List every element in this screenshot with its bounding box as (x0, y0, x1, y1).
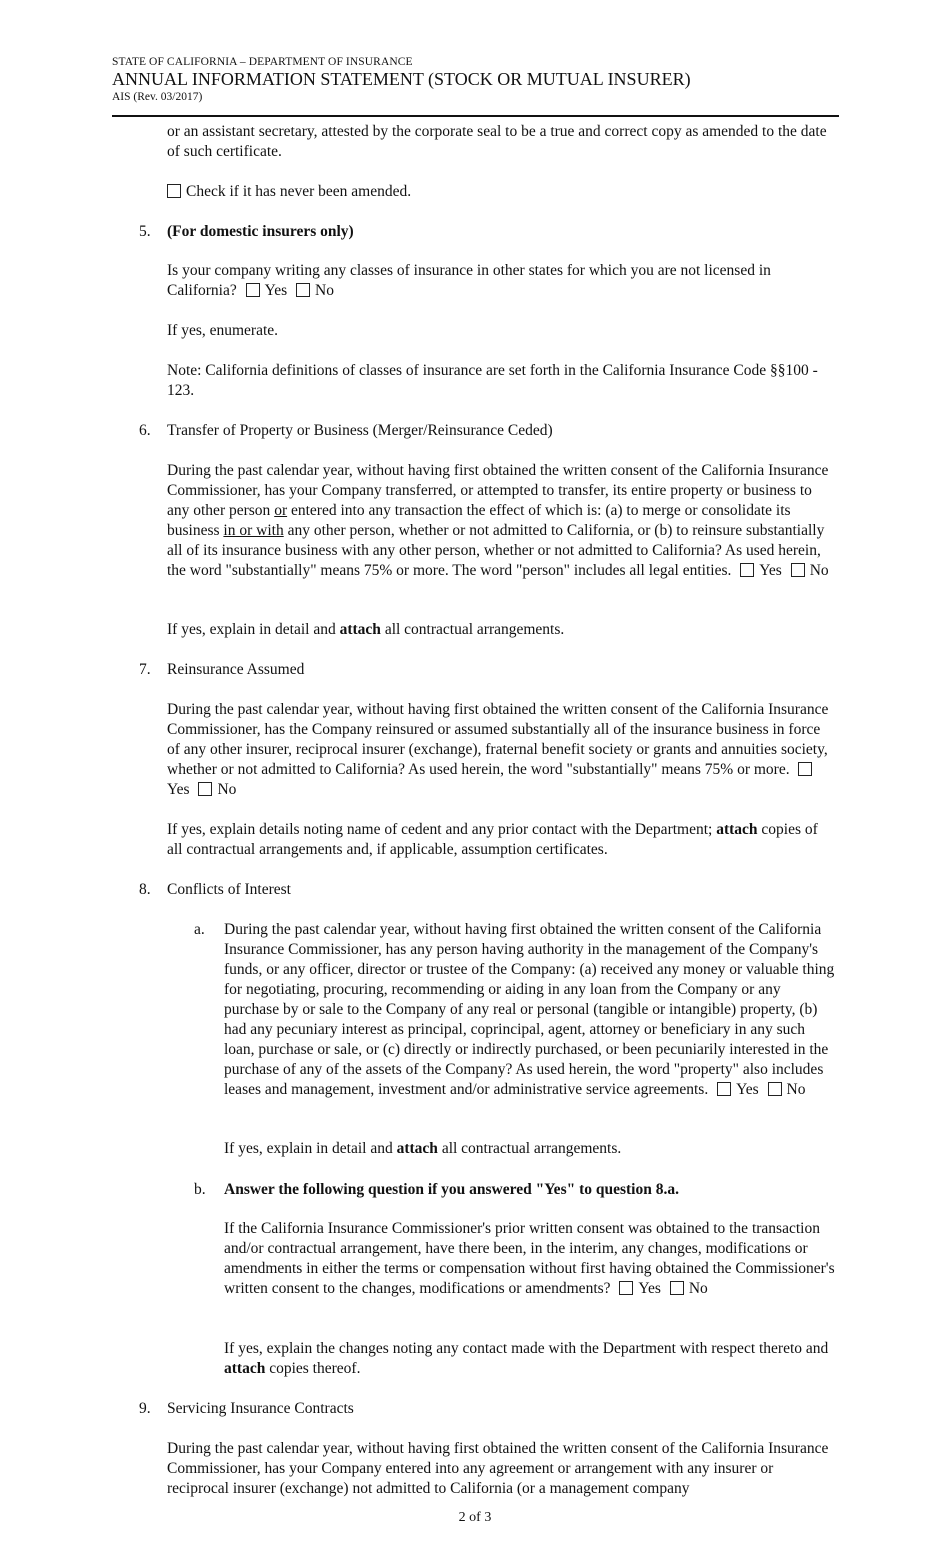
q6-text-a: During the past calendar year, without having first obtained the written consent of the California Insurance Commissioner, has your Company transferred, or attempted to transfer, its entire property or business to any other person (167, 462, 829, 519)
q7-yes-label: Yes (167, 781, 190, 798)
q8b-heading (224, 1180, 836, 1200)
q7-followup (167, 820, 837, 860)
q6-followup-post: all contractual arrangements. (380, 621, 565, 638)
q7-number: 7. (139, 661, 151, 678)
q8b-heading-text: Answer the following question if you answered "Yes" to question 8.a. (224, 1181, 679, 1198)
q6-followup-bold: attach (339, 621, 381, 638)
q8a-followup (224, 1139, 836, 1159)
never-amended-label: Check if it has never been amended. (186, 183, 412, 200)
q7-text (167, 700, 837, 800)
q5-heading-text: (For domestic insurers only) (167, 223, 354, 240)
q7-followup-post: copies of all contractual arrangements and, if applicable, assumption certificates. (167, 821, 818, 858)
q7-yes-checkbox[interactable] (798, 762, 812, 776)
q6-no-label: No (809, 562, 829, 579)
q9-text: During the past calendar year, without having first obtained the written consent of the California Insurance Commissioner, has your Company entered into any agreement or arrangement with any insurer or reciprocal insurer (exchange) not admitted to California (or a management company (167, 1440, 829, 1497)
q8a-followup-pre: If yes, explain in detail and (224, 1140, 397, 1157)
q8b-yes-label: Yes (638, 1280, 661, 1297)
q8a-text (224, 920, 836, 1100)
q6-yes-label: Yes (759, 562, 782, 579)
q5-yes-checkbox[interactable] (246, 283, 260, 297)
q8a-yes-label: Yes (736, 1081, 759, 1098)
q8b-followup-pre: If yes, explain the changes noting any contact made with the Department with respect thereto and (224, 1340, 829, 1357)
q8a-followup-bold: attach (396, 1140, 438, 1157)
q7-no-checkbox[interactable] (198, 782, 212, 796)
q5-text (167, 261, 837, 301)
q8a-no-label: No (786, 1081, 806, 1098)
q6-text (167, 461, 837, 581)
q6-text-b: entered into any transaction the effect of which is: (a) to merge or consolidate its business (167, 502, 791, 539)
q5-followup: If yes, enumerate. (167, 322, 279, 339)
q8b-followup (224, 1339, 836, 1379)
q6-text-inorwith: in or with (223, 522, 284, 539)
q9-heading: Servicing Insurance Contracts (167, 1400, 354, 1417)
agency-name: STATE OF CALIFORNIA – DEPARTMENT OF INSURANCE (112, 56, 413, 68)
q8a-question: During the past calendar year, without having first obtained the written consent of the California Insurance Commissioner, has any person having authority in the management of the Company's funds, or any officer, director or trustee of the Company: (a) received any money or valuable thing for negotiating, procuring, recommending or aiding in any loan from the Company or any purchase by or sale to the Company of any real or personal (tangible or intangible) property, (b) had any pecuniary interest as principal, coprincipal, agent, attorney or beneficiary in any such loan, purchase or sale, or (c) directly or indirectly purchased, or been pecuniarily interested in the purchase of any of the assets of the Company? As used herein, the word "property" also includes leases and management, investment and/or administrative service agreements. (224, 921, 835, 1098)
q7-question: During the past calendar year, without having first obtained the written consent of the California Insurance Commissioner, has the Company reinsured or assumed substantially all of the insurance business in force of any other insurer, reciprocal insurer (exchange), fraternal benefit society or grants and annuities society, whether or not admitted to California? As used herein, the word "substantially" means 75% or more. (167, 701, 829, 778)
never-amended-row (167, 182, 837, 202)
q9-number: 9. (139, 1400, 151, 1417)
q5-note: Note: California definitions of classes of insurance are set forth in the California Insurance Code §§100 - 123. (167, 362, 818, 399)
q5-heading (167, 222, 837, 242)
q6-text-c: any other person, whether or not admitted to California, or (b) to reinsure substantially all of its insurance business with any other person, whether or not admitted to California? As used herein, the word "substantially" means 75% or more. The word "person" includes all legal entities. (167, 522, 825, 579)
q8-heading: Conflicts of Interest (167, 881, 291, 898)
q5-number: 5. (139, 223, 151, 240)
q8-number: 8. (139, 881, 151, 898)
q8b-yes-checkbox[interactable] (619, 1281, 633, 1295)
q8b-followup-bold: attach (224, 1360, 266, 1377)
q6-heading: Transfer of Property or Business (Merger/Reinsurance Ceded) (167, 422, 553, 439)
q8b-no-label: No (688, 1280, 708, 1297)
q6-text-or: or (274, 502, 288, 519)
page-number: 2 of 3 (458, 1510, 492, 1525)
q8b-text (224, 1219, 836, 1299)
q8a-no-checkbox[interactable] (768, 1082, 782, 1096)
q8a-yes-checkbox[interactable] (717, 1082, 731, 1096)
q6-yes-checkbox[interactable] (740, 563, 754, 577)
never-amended-checkbox[interactable] (167, 184, 181, 198)
q5-no-checkbox[interactable] (296, 283, 310, 297)
q6-followup-pre: If yes, explain in detail and (167, 621, 340, 638)
q7-heading: Reinsurance Assumed (167, 661, 305, 678)
q5-no-label: No (315, 282, 334, 299)
q5-yes-label: Yes (264, 282, 288, 299)
q6-no-checkbox[interactable] (791, 563, 805, 577)
q7-followup-bold: attach (716, 821, 758, 838)
q8b-followup-post: copies thereof. (265, 1360, 361, 1377)
q8a-letter: a. (194, 921, 205, 938)
q5-question: Is your company writing any classes of insurance in other states for which you are not licensed in California? (167, 262, 771, 299)
intro-continuation: or an assistant secretary, attested by the corporate seal to be a true and correct copy as amended to the date of such certificate. (167, 123, 827, 160)
q8b-letter: b. (194, 1181, 206, 1198)
q7-followup-pre: If yes, explain details noting name of cedent and any prior contact with the Department; (167, 821, 717, 838)
q6-number: 6. (139, 422, 151, 439)
q8b-question: If the California Insurance Commissioner's prior written consent was obtained to the transaction and/or contractual arrangement, have there been, in the interim, any changes, modifications or amendments in either the terms or compensation without first having obtained the Commissioner's written consent to the changes, modifications or amendments? (224, 1220, 835, 1297)
form-title: ANNUAL INFORMATION STATEMENT (STOCK OR MUTUAL INSURER) (112, 69, 691, 89)
q8b-no-checkbox[interactable] (670, 1281, 684, 1295)
q7-no-label: No (217, 781, 237, 798)
form-id: AIS (Rev. 03/2017) (112, 91, 203, 103)
q6-followup (167, 620, 837, 640)
page-header (112, 55, 691, 105)
header-rule (112, 115, 839, 117)
q8a-followup-post: all contractual arrangements. (437, 1140, 622, 1157)
